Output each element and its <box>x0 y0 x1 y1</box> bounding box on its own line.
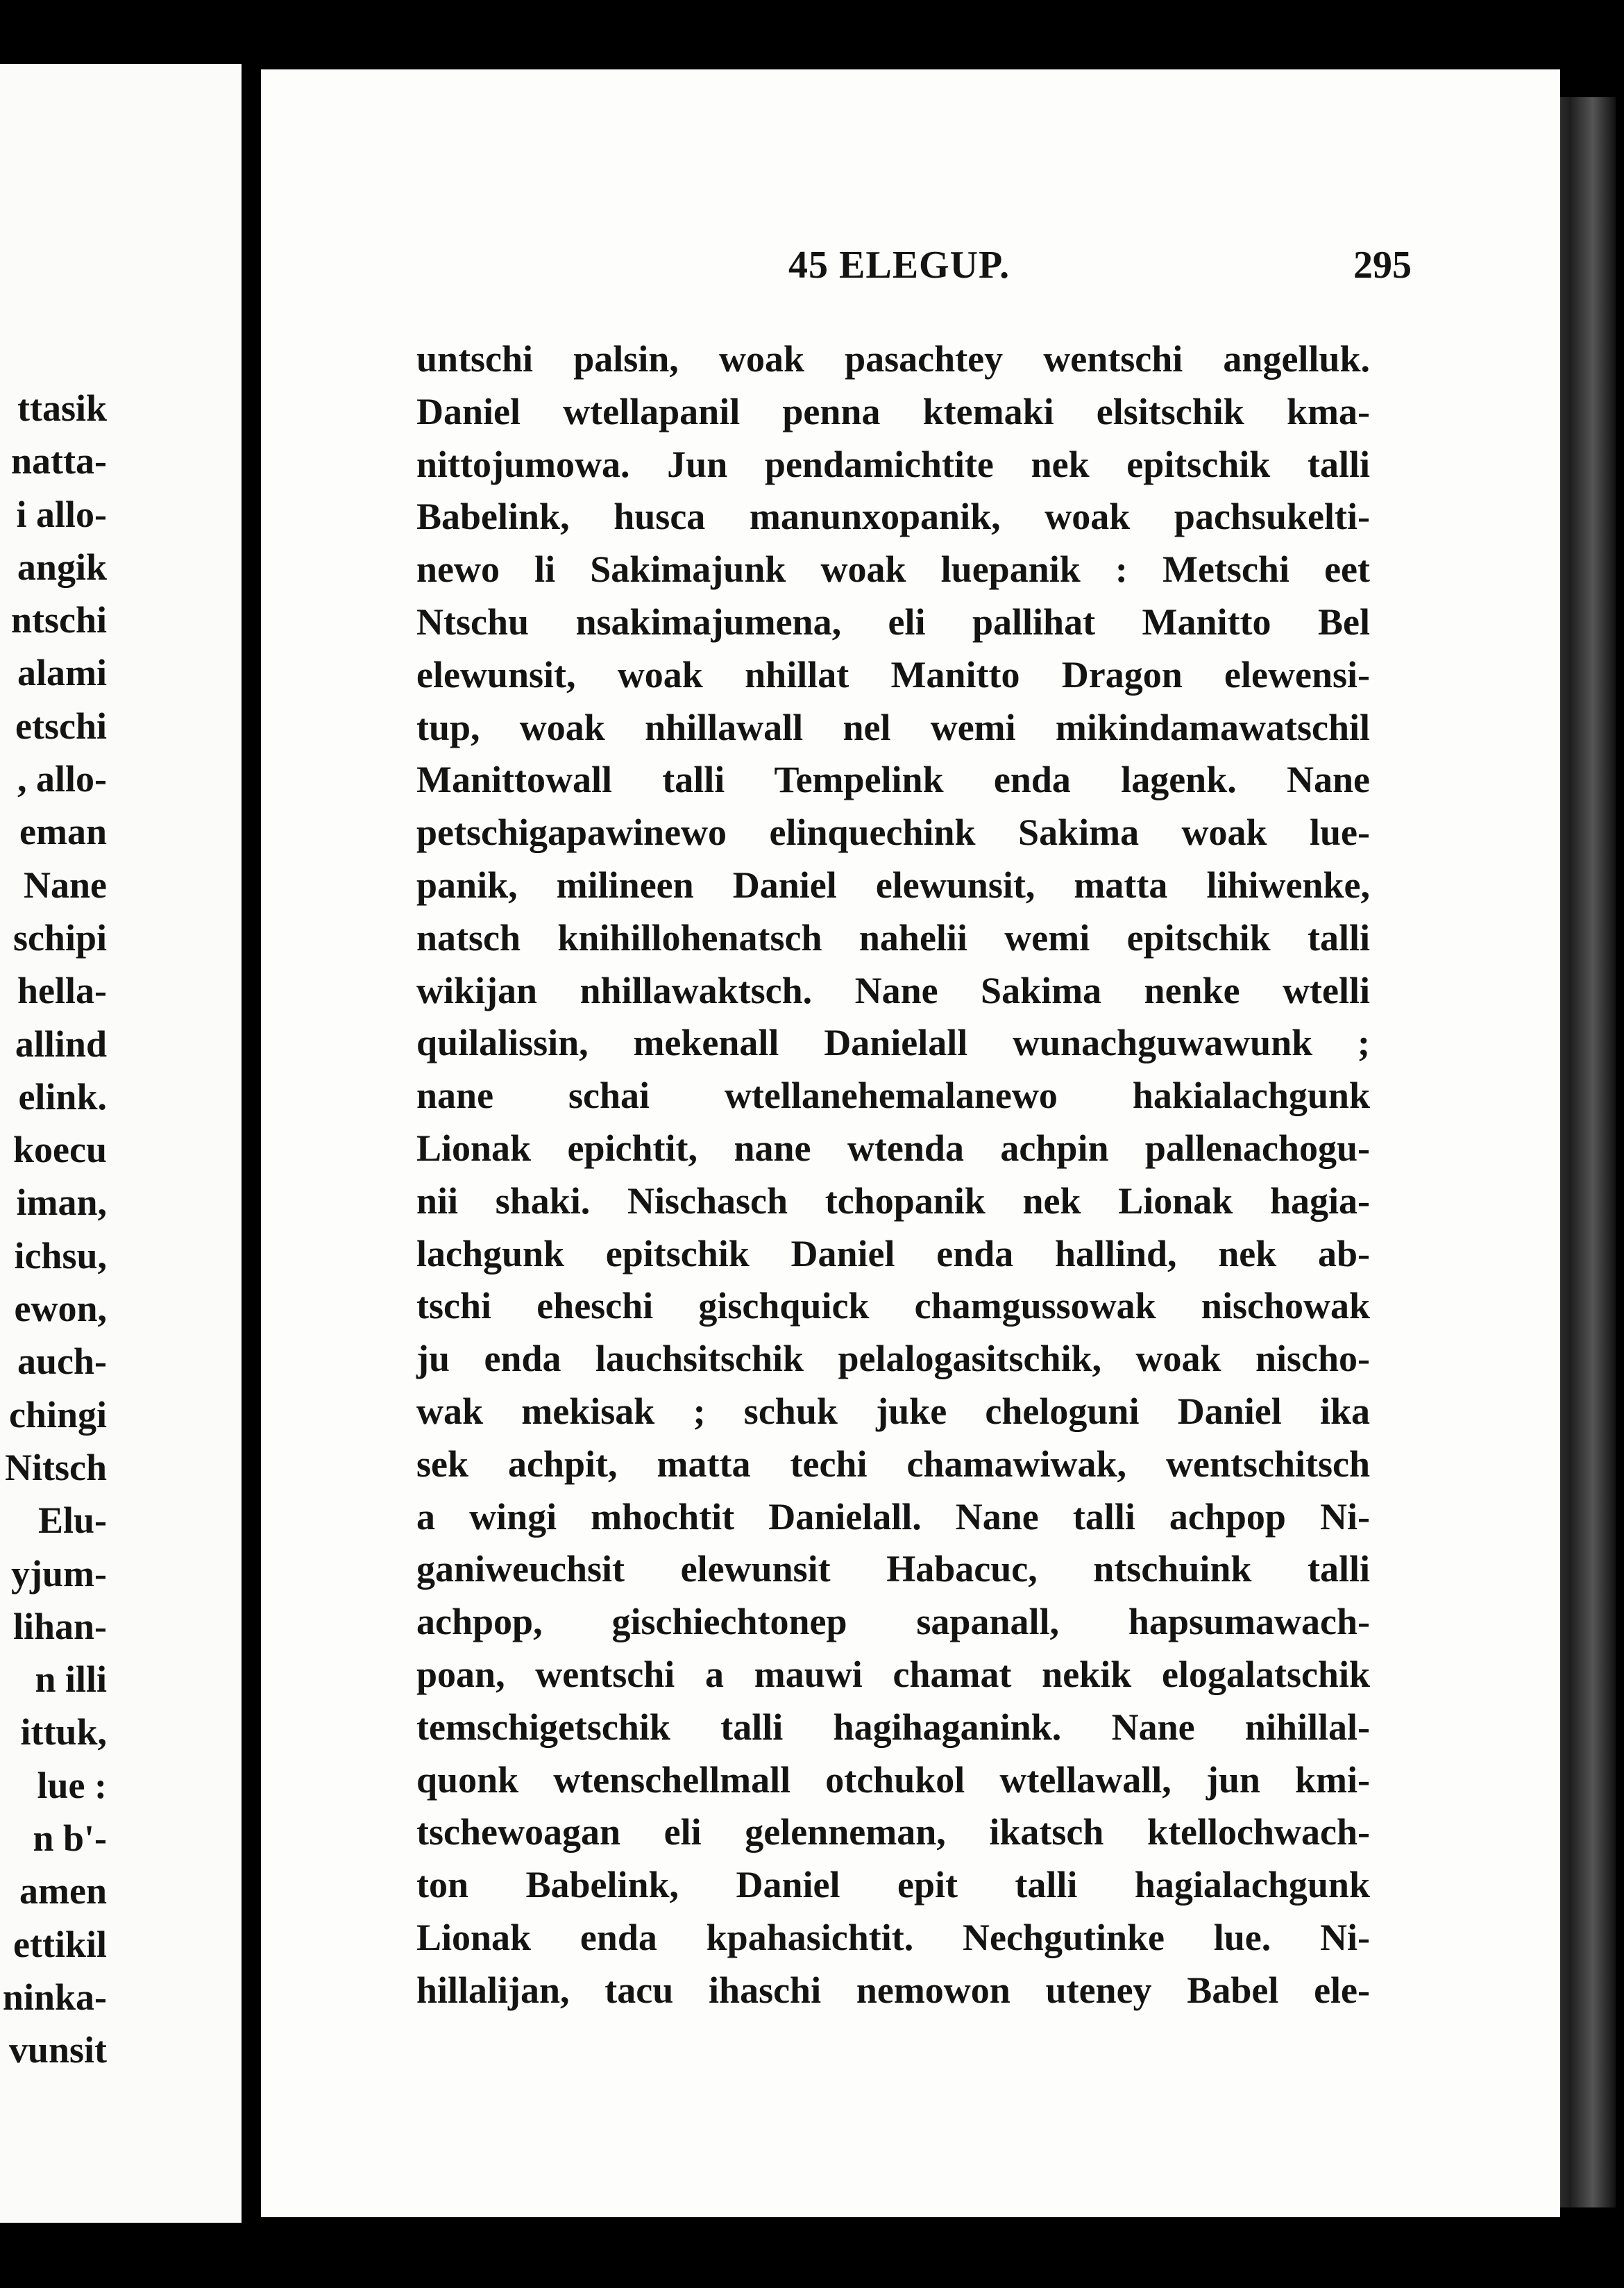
text-line-14: quilalissin, mekenall Danielall wunachguwawunk ; <box>416 1022 1370 1064</box>
left-line-22: Elu- <box>37 1499 107 1542</box>
text-line-25: achpop, gischiechtonep sapanall, hapsumawach- <box>416 1601 1370 1643</box>
left-line-4: angik <box>17 546 107 588</box>
left-line-3: i allo- <box>16 493 107 535</box>
running-title: 45 ELEGUP. <box>788 244 1010 287</box>
text-line-9: Manittowall talli Tempelink enda lagenk. Nane <box>416 759 1370 801</box>
left-line-19: auch- <box>17 1340 107 1383</box>
left-line-5: ntschi <box>10 599 107 641</box>
left-line-13: allind <box>15 1023 107 1065</box>
text-line-18: lachgunk epitschik Daniel enda hallind, nek ab- <box>416 1232 1370 1275</box>
text-line-30: ton Babelink, Daniel epit talli hagialachgunk <box>416 1864 1370 1906</box>
left-line-10: Nane <box>24 864 107 906</box>
text-line-31: Lionak enda kpahasichtit. Nechgutinke lue. Ni- <box>416 1916 1370 1958</box>
text-line-26: poan, wentschi a mauwi chamat nekik elogalatschik <box>416 1653 1370 1695</box>
left-line-12: hella- <box>17 970 107 1012</box>
text-line-27: temschigetschik talli hagihaganink. Nane nihillal- <box>416 1706 1370 1748</box>
text-line-2: Daniel wtellapanil penna ktemaki elsitschik kma- <box>416 390 1370 432</box>
running-head <box>261 243 1560 298</box>
left-line-32: vunsit <box>8 2029 107 2071</box>
text-line-13: wikijan nhillawaktsch. Nane Sakima nenke wtelli <box>416 969 1370 1011</box>
left-line-9: eman <box>19 811 107 853</box>
left-line-23: yjum- <box>11 1552 107 1595</box>
left-line-14: elink. <box>18 1075 107 1118</box>
left-line-29: amen <box>19 1870 107 1912</box>
left-line-27: lue : <box>37 1764 107 1806</box>
left-page-text <box>0 382 107 2077</box>
left-line-20: chingi <box>8 1393 107 1436</box>
left-line-21: Nitsch <box>5 1446 107 1488</box>
text-line-12: natsch knihillohenatsch nahelii wemi epitschik talli <box>416 916 1370 959</box>
text-line-15: nane schai wtellanehemalanewo hakialachgunk <box>416 1075 1370 1117</box>
left-line-30: ettikil <box>13 1923 107 1965</box>
text-line-5: newo li Sakimajunk woak luepanik : Metschi eet <box>416 548 1370 591</box>
text-line-28: quonk wtenschellmall otchukol wtellawall, jun kmi- <box>416 1758 1370 1801</box>
text-line-17: nii shaki. Nischasch tchopanik nek Lionak hagia- <box>416 1179 1370 1222</box>
left-line-6: alami <box>17 652 107 694</box>
body-text <box>416 333 1370 2017</box>
left-line-8: , allo- <box>17 758 107 800</box>
text-line-23: a wingi mhochtit Danielall. Nane talli achpop Ni- <box>416 1495 1370 1538</box>
left-facing-page <box>0 64 242 2223</box>
left-line-15: koecu <box>13 1129 107 1171</box>
text-line-24: ganiweuchsit elewunsit Habacuc, ntschuink talli <box>416 1548 1370 1590</box>
left-line-26: ittuk, <box>20 1711 107 1753</box>
text-line-7: elewunsit, woak nhillat Manitto Dragon elewensi- <box>416 653 1370 696</box>
text-line-11: panik, milineen Daniel elewunsit, matta lihiwenke, <box>416 864 1370 906</box>
left-line-7: etschi <box>15 705 107 747</box>
left-line-1: ttasik <box>17 387 107 429</box>
book-page <box>261 69 1560 2217</box>
left-line-17: ichsu, <box>14 1234 107 1277</box>
text-line-10: petschigapawinewo elinquechink Sakima woak lue- <box>416 811 1370 854</box>
text-line-29: tschewoagan eli gelenneman, ikatsch ktellochwach- <box>416 1811 1370 1853</box>
left-line-28: n b'- <box>33 1817 107 1860</box>
left-line-18: ewon, <box>14 1288 107 1330</box>
text-line-20: ju enda lauchsitschik pelalogasitschik, woak nischo- <box>416 1338 1370 1380</box>
left-line-2: natta- <box>11 440 107 482</box>
text-line-19: tschi eheschi gischquick chamgussowak nischowak <box>416 1285 1370 1327</box>
text-line-32: hillalijan, tacu ihaschi nemowon uteney Babel ele- <box>416 1969 1370 2011</box>
left-line-16: iman, <box>16 1181 107 1224</box>
text-line-16: Lionak epichtit, nane wtenda achpin pallenachogu- <box>416 1127 1370 1169</box>
left-line-24: lihan- <box>12 1605 107 1647</box>
text-line-22: sek achpit, matta techi chamawiwak, wentschitsch <box>416 1442 1370 1485</box>
text-line-3: nittojumowa. Jun pendamichtite nek epitschik talli <box>416 443 1370 485</box>
text-line-4: Babelink, husca manunxopanik, woak pachsukelti- <box>416 496 1370 538</box>
left-line-11: schipi <box>12 916 107 959</box>
text-line-8: tup, woak nhillawall nel wemi mikindamawatschil <box>416 706 1370 748</box>
page-number: 295 <box>1353 244 1412 287</box>
left-line-25: n illi <box>35 1658 107 1701</box>
text-line-1: untschi palsin, woak pasachtey wentschi angelluk. <box>416 338 1370 380</box>
left-line-31: ninka- <box>2 1976 107 2018</box>
text-line-21: wak mekisak ; schuk juke cheloguni Daniel ika <box>416 1390 1370 1432</box>
text-line-6: Ntschu nsakimajumena, eli pallihat Manitto Bel <box>416 600 1370 643</box>
